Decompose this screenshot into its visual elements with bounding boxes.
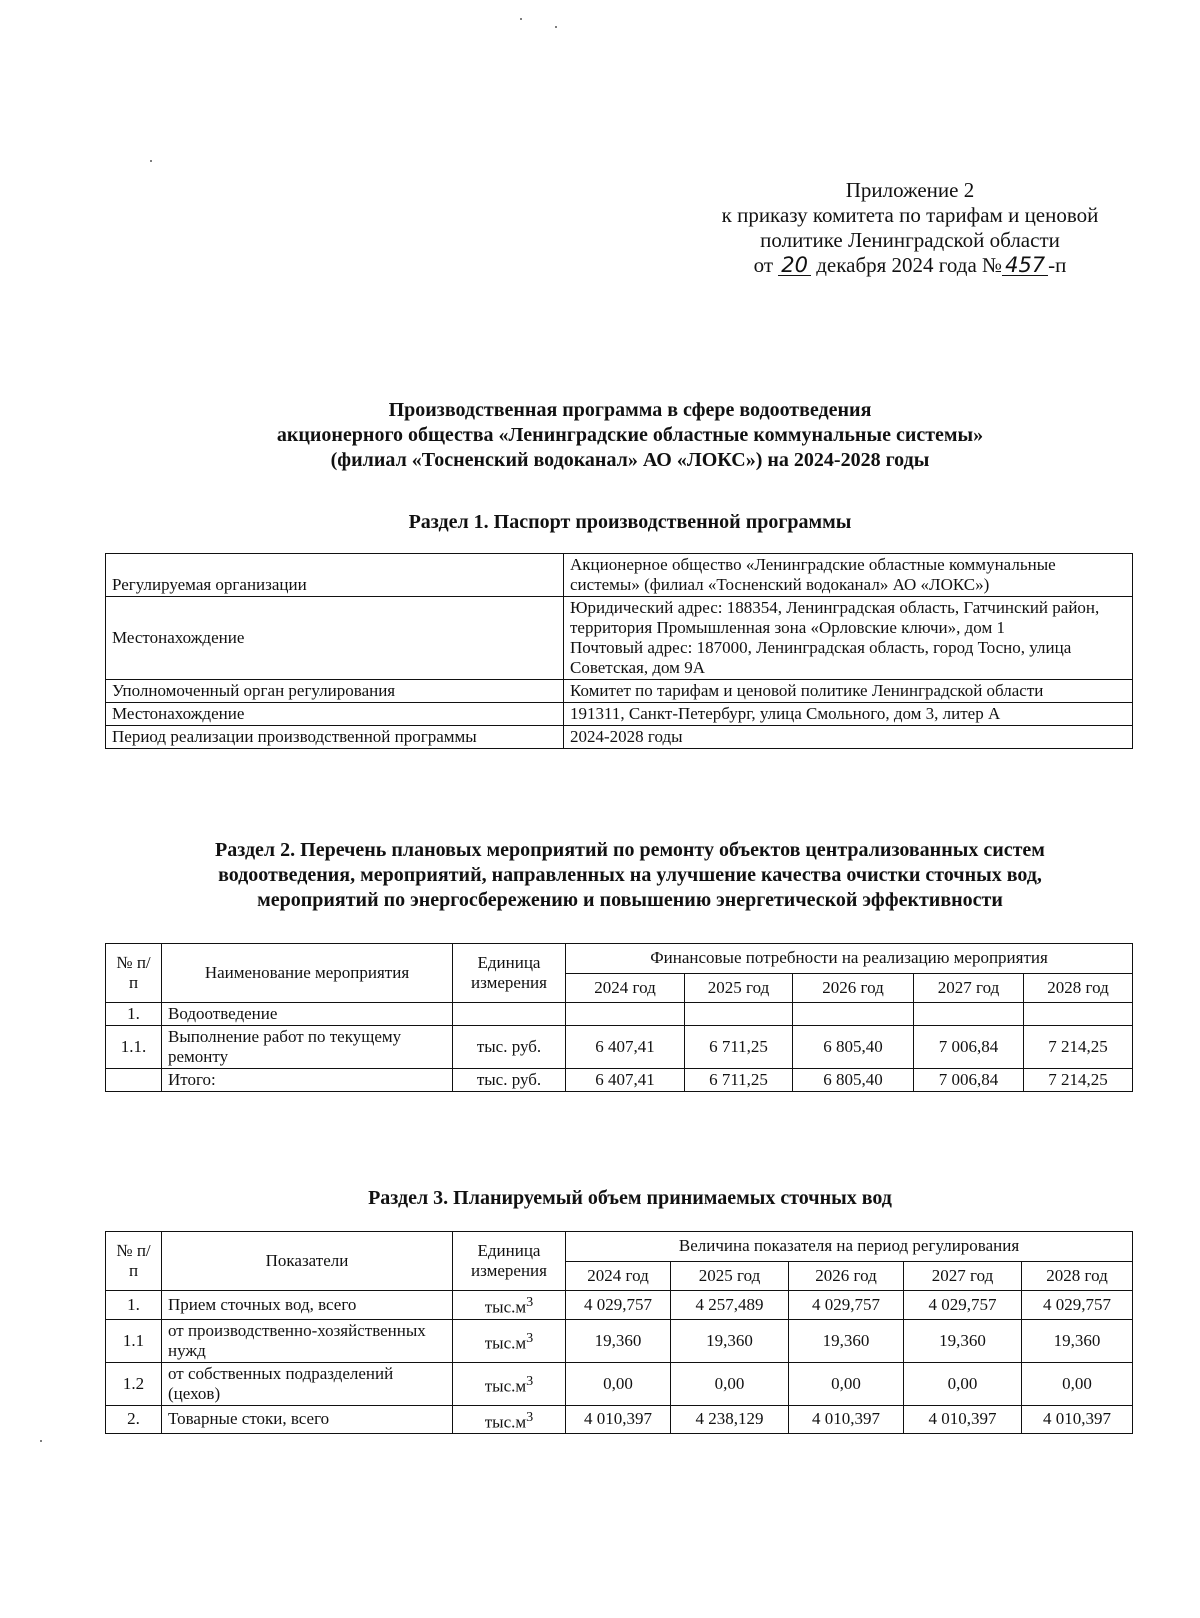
annex-handwritten-number: 457 — [1002, 255, 1048, 276]
section2-heading-line-1: Раздел 2. Перечень плановых мероприятий по ремонту объектов централизованных систем — [215, 839, 1045, 861]
col-header-finance: Финансовые потребности на реализацию мероприятия — [566, 944, 1133, 974]
annex-handwritten-day: 20 — [778, 255, 811, 276]
row-name: Выполнение работ по текущему ремонту — [162, 1026, 453, 1069]
year-header: 2025 год — [671, 1261, 789, 1291]
wastewater-table — [105, 1231, 1133, 1434]
row-unit — [453, 1003, 566, 1026]
row-unit: тыс. руб. — [453, 1026, 566, 1069]
row-unit: тыс. руб. — [453, 1069, 566, 1092]
table-row — [106, 1026, 1133, 1069]
cell-value: 0,00 — [904, 1362, 1022, 1405]
row-unit — [453, 1362, 566, 1405]
section1-heading: Раздел 1. Паспорт производственной программы — [408, 511, 852, 533]
table-row — [106, 726, 1133, 749]
scan-speck — [520, 18, 522, 20]
passport-value: Комитет по тарифам и ценовой политике Ленинградской области — [564, 680, 1133, 703]
passport-table — [105, 553, 1133, 749]
cell-value: 6 805,40 — [793, 1069, 914, 1092]
row-unit — [453, 1405, 566, 1434]
table-header-row — [106, 944, 1133, 974]
table-row — [106, 703, 1133, 726]
row-unit — [453, 1291, 566, 1320]
cell-value: 4 029,757 — [1022, 1291, 1133, 1320]
col-header-unit: Единица измерения — [453, 1232, 566, 1291]
row-num — [106, 1069, 162, 1092]
unit-base: тыс.м — [484, 1412, 527, 1432]
unit-base: тыс.м — [484, 1333, 527, 1353]
cell-value: 4 029,757 — [789, 1291, 904, 1320]
cell-value — [566, 1003, 685, 1026]
col-header-num: № п/п — [106, 944, 162, 1003]
year-header: 2024 год — [566, 1261, 671, 1291]
unit-sup: 3 — [526, 1408, 534, 1425]
unit-sup: 3 — [526, 1329, 534, 1346]
cell-value: 6 711,25 — [685, 1026, 793, 1069]
year-header: 2024 год — [566, 973, 685, 1003]
cell-value: 19,360 — [671, 1319, 789, 1362]
passport-value: 2024-2028 годы — [564, 726, 1133, 749]
legal-address: Юридический адрес: 188354, Ленинградская область, Гатчинский район, территория Промышленная зона «Орловские ключи», дом 1 — [570, 598, 1100, 637]
title-line-2: акционерного общества «Ленинградские областные коммунальные системы» — [276, 424, 984, 446]
col-header-value: Величина показателя на период регулирования — [566, 1232, 1133, 1262]
cell-value — [685, 1003, 793, 1026]
passport-value: 191311, Санкт-Петербург, улица Смольного, дом 3, литер А — [564, 703, 1133, 726]
annex-header — [680, 178, 1140, 278]
cell-value: 0,00 — [789, 1362, 904, 1405]
cell-value: 6 805,40 — [793, 1026, 914, 1069]
table-row — [106, 1291, 1133, 1320]
section2-heading-line-3: мероприятий по энергосбережению и повышению энергетической эффективности — [257, 889, 1003, 911]
year-header: 2027 год — [904, 1261, 1022, 1291]
table-row — [106, 1069, 1133, 1092]
cell-value: 4 010,397 — [1022, 1405, 1133, 1434]
cell-value: 4 010,397 — [789, 1405, 904, 1434]
row-num: 2. — [106, 1405, 162, 1434]
document-title — [110, 398, 1150, 473]
annex-line-2: к приказу комитета по тарифам и ценовой — [721, 203, 1099, 227]
cell-value: 4 238,129 — [671, 1405, 789, 1434]
col-header-unit: Единица измерения — [453, 944, 566, 1003]
scan-speck — [150, 160, 152, 162]
passport-label: Регулируемая организации — [106, 554, 564, 597]
cell-value: 4 010,397 — [904, 1405, 1022, 1434]
title-line-3: (филиал «Тосненский водоканал» АО «ЛОКС») на 2024-2028 годы — [330, 449, 930, 471]
cell-value: 19,360 — [1022, 1319, 1133, 1362]
cell-value: 4 010,397 — [566, 1405, 671, 1434]
cell-value: 6 711,25 — [685, 1069, 793, 1092]
cell-value: 0,00 — [1022, 1362, 1133, 1405]
passport-label: Местонахождение — [106, 703, 564, 726]
passport-value: Акционерное общество «Ленинградские областные коммунальные системы» (филиал «Тосненский водоканал» АО «ЛОКС») — [564, 554, 1133, 597]
cell-value: 19,360 — [904, 1319, 1022, 1362]
row-name: Прием сточных вод, всего — [162, 1291, 453, 1320]
cell-value: 6 407,41 — [566, 1069, 685, 1092]
annex-number-suffix: -п — [1048, 253, 1067, 277]
annex-line-1: Приложение 2 — [845, 178, 975, 202]
unit-base: тыс.м — [484, 1376, 527, 1396]
postal-address: Почтовый адрес: 187000, Ленинградская область, город Тосно, улица Советская, дом 9А — [570, 638, 1072, 677]
measures-table — [105, 943, 1133, 1092]
cell-value: 19,360 — [789, 1319, 904, 1362]
row-num: 1. — [106, 1291, 162, 1320]
annex-date-middle: декабря 2024 года № — [816, 253, 1003, 277]
row-num: 1.2 — [106, 1362, 162, 1405]
table-row — [106, 1319, 1133, 1362]
cell-value: 7 006,84 — [914, 1069, 1024, 1092]
unit-base: тыс.м — [484, 1297, 527, 1317]
cell-value: 4 257,489 — [671, 1291, 789, 1320]
cell-value: 19,360 — [566, 1319, 671, 1362]
section2-heading — [110, 838, 1150, 913]
col-header-name: Наименование мероприятия — [162, 944, 453, 1003]
year-header: 2025 год — [685, 973, 793, 1003]
cell-value: 4 029,757 — [904, 1291, 1022, 1320]
cell-value — [1024, 1003, 1133, 1026]
table-row — [106, 1362, 1133, 1405]
row-name: от собственных подразделений (цехов) — [162, 1362, 453, 1405]
section3-heading: Раздел 3. Планируемый объем принимаемых сточных вод — [368, 1187, 892, 1209]
unit-sup: 3 — [526, 1372, 534, 1389]
section2-heading-line-2: водоотведения, мероприятий, направленных на улучшение качества очистки сточных вод, — [218, 864, 1042, 886]
unit-sup: 3 — [526, 1294, 534, 1310]
title-line-1: Производственная программа в сфере водоотведения — [388, 399, 872, 421]
cell-value — [914, 1003, 1024, 1026]
year-header: 2028 год — [1022, 1261, 1133, 1291]
year-header: 2026 год — [793, 973, 914, 1003]
passport-label: Уполномоченный орган регулирования — [106, 680, 564, 703]
row-name: Итого: — [162, 1069, 453, 1092]
table-header-row — [106, 1232, 1133, 1262]
year-header: 2026 год — [789, 1261, 904, 1291]
row-name: Товарные стоки, всего — [162, 1405, 453, 1434]
annex-date-prefix: от — [753, 253, 773, 277]
row-num: 1.1. — [106, 1026, 162, 1069]
cell-value: 7 214,25 — [1024, 1026, 1133, 1069]
passport-label: Период реализации производственной программы — [106, 726, 564, 749]
annex-date-line — [680, 253, 1140, 278]
cell-value: 0,00 — [671, 1362, 789, 1405]
table-row — [106, 597, 1133, 680]
year-header: 2027 год — [914, 973, 1024, 1003]
cell-value: 6 407,41 — [566, 1026, 685, 1069]
annex-line-3: политике Ленинградской области — [760, 228, 1060, 252]
table-row — [106, 554, 1133, 597]
row-name: Водоотведение — [162, 1003, 453, 1026]
year-header: 2028 год — [1024, 973, 1133, 1003]
row-name: от производственно-хозяйственных нужд — [162, 1319, 453, 1362]
col-header-indicator: Показатели — [162, 1232, 453, 1291]
row-unit — [453, 1319, 566, 1362]
row-num: 1.1 — [106, 1319, 162, 1362]
cell-value: 7 006,84 — [914, 1026, 1024, 1069]
cell-value: 7 214,25 — [1024, 1069, 1133, 1092]
cell-value — [793, 1003, 914, 1026]
col-header-num: № п/п — [106, 1232, 162, 1291]
passport-value — [564, 597, 1133, 680]
table-row — [106, 1405, 1133, 1434]
cell-value: 0,00 — [566, 1362, 671, 1405]
cell-value: 4 029,757 — [566, 1291, 671, 1320]
table-row — [106, 680, 1133, 703]
table-row — [106, 1003, 1133, 1026]
scan-speck — [555, 26, 557, 28]
row-num: 1. — [106, 1003, 162, 1026]
scan-speck — [40, 1440, 42, 1442]
passport-label: Местонахождение — [106, 597, 564, 680]
